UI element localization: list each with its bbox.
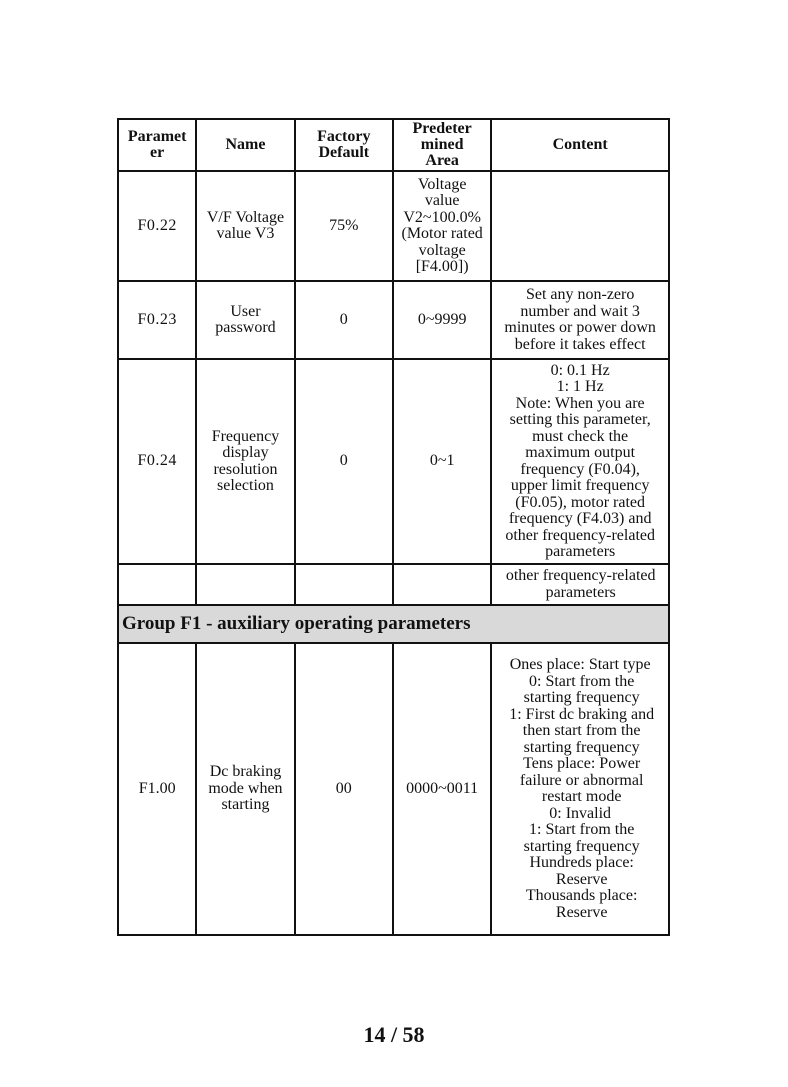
text-line: 0000~0011 <box>406 779 479 797</box>
text-line: Thousands place: <box>525 887 638 904</box>
text-line: other frequency-related <box>505 526 655 544</box>
text-line: before it takes effect <box>514 335 646 353</box>
text-line: other frequency-related <box>505 567 656 584</box>
text-line: upper limit frequency <box>510 477 650 494</box>
text-line: Voltage <box>417 175 467 193</box>
text-line: 1: First dc braking and <box>509 705 655 723</box>
text-line: 0: Invalid <box>549 804 612 822</box>
text-line: Default <box>318 144 370 161</box>
text-line: Area <box>425 152 459 169</box>
factory-default <box>295 564 393 605</box>
table-row <box>118 281 669 359</box>
table-row <box>118 359 669 564</box>
table-header-row <box>118 119 669 171</box>
text-line: Hundreds place: <box>529 854 634 871</box>
text-line: V/F Voltage <box>206 208 285 226</box>
text-line: (Motor rated <box>401 225 483 242</box>
text-line: starting frequency <box>523 689 640 706</box>
text-line: Reserve <box>555 870 608 888</box>
text-line: setting this parameter, <box>509 411 651 428</box>
text-line: mode when <box>208 779 283 797</box>
text-line: value V3 <box>216 225 275 242</box>
table-row-continuation <box>118 564 669 605</box>
table-row <box>118 171 669 281</box>
predetermined-area <box>393 564 491 605</box>
text-line: V2~100.0% <box>403 208 481 226</box>
param-name <box>196 171 294 281</box>
text-line: Tens place: Power <box>523 755 641 772</box>
predetermined-area <box>393 643 491 935</box>
text-line: (F0.05), motor rated <box>515 493 646 511</box>
text-line: number and wait 3 <box>520 302 640 320</box>
text-line: Set any non-zero <box>525 286 635 303</box>
text-line: parameters <box>545 543 616 560</box>
predetermined-area <box>393 171 491 281</box>
param-content <box>491 359 669 564</box>
text-line: restart mode <box>541 788 622 805</box>
factory-default: 75% <box>295 171 393 281</box>
text-line: password <box>215 319 276 336</box>
text-line: parameters <box>545 583 616 601</box>
param-code <box>118 564 196 605</box>
header-content <box>491 119 669 171</box>
text-line: Note: When you are <box>515 394 645 412</box>
factory-default: 0 <box>295 359 393 564</box>
header-name <box>196 119 294 171</box>
predetermined-area <box>393 359 491 564</box>
text-line: er <box>150 144 165 161</box>
param-content <box>491 171 669 281</box>
text-line: mined <box>420 136 464 153</box>
param-code: F0.22 <box>118 171 196 281</box>
text-line: Factory <box>317 128 371 145</box>
text-line: resolution <box>213 460 278 478</box>
text-line: starting frequency <box>523 738 640 756</box>
page-number: 14 / 58 <box>363 1022 425 1047</box>
parameter-table <box>117 118 670 936</box>
text-line: voltage <box>418 241 466 259</box>
table-row <box>118 643 669 935</box>
text-line: selection <box>217 477 274 494</box>
param-name <box>196 281 294 359</box>
header-factory-default <box>295 119 393 171</box>
param-code: F0.23 <box>118 281 196 359</box>
text-line: failure or abnormal <box>519 771 644 789</box>
text-line: Content <box>552 136 608 153</box>
text-line: Predeter <box>412 120 472 137</box>
param-content <box>491 281 669 359</box>
param-content <box>491 564 669 605</box>
text-line: then start from the <box>522 722 641 739</box>
text-line: frequency (F4.03) and <box>508 510 652 527</box>
text-line: Paramet <box>127 128 187 145</box>
param-name <box>196 564 294 605</box>
param-name <box>196 359 294 564</box>
param-code: F1.00 <box>118 643 196 935</box>
text-line: display <box>222 444 269 461</box>
text-line: frequency (F0.04), <box>520 460 640 478</box>
predetermined-area <box>393 281 491 359</box>
group-header-row <box>118 605 669 643</box>
param-content <box>491 643 669 935</box>
text-line: starting <box>221 796 270 814</box>
text-line: Ones place: Start type <box>509 656 651 673</box>
param-name <box>196 643 294 935</box>
param-code: F0.24 <box>118 359 196 564</box>
text-line: 0~9999 <box>417 310 467 328</box>
group-title: Group F1 - auxiliary operating parameters <box>118 605 669 643</box>
text-line: Reserve <box>555 903 608 921</box>
text-line: value <box>424 192 460 209</box>
text-line: User <box>230 302 261 320</box>
factory-default: 00 <box>295 643 393 935</box>
text-line: 0: 0.1 Hz <box>550 361 610 379</box>
text-line: Name <box>225 136 266 153</box>
factory-default: 0 <box>295 281 393 359</box>
text-line: 1: Start from the <box>529 821 635 838</box>
text-line: maximum output <box>525 444 636 461</box>
text-line: 0: Start from the <box>529 672 635 690</box>
text-line: minutes or power down <box>504 319 656 336</box>
text-line: must check the <box>532 427 629 445</box>
text-line: Frequency <box>211 427 280 445</box>
header-parameter <box>118 119 196 171</box>
text-line: [F4.00]) <box>415 258 469 275</box>
text-line: 1: 1 Hz <box>556 378 604 395</box>
header-predetermined-area <box>393 119 491 171</box>
text-line: 0~1 <box>429 452 455 470</box>
text-line: Dc braking <box>209 763 282 781</box>
text-line: starting frequency <box>523 837 640 855</box>
